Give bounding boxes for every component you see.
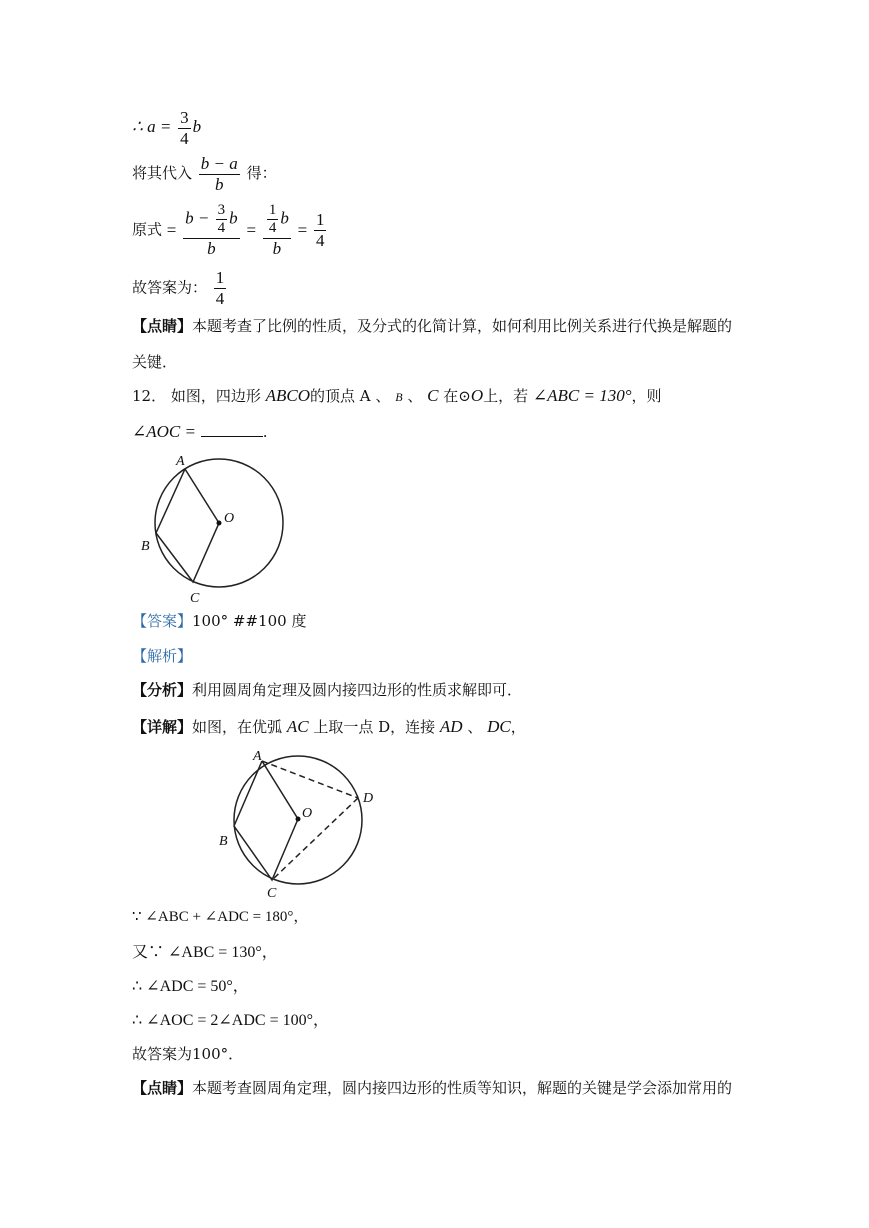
circle-figure-1 (136, 448, 296, 608)
step-5: 故答案为100°． (132, 1045, 244, 1063)
fraction-b-minus-a-over-b: $\frac{b - a}{b}$ (200, 154, 238, 194)
label-A: A (176, 454, 185, 469)
step-1: ∵ ∠ABC + ∠ADC = 180°， (132, 909, 309, 925)
compound-fraction-1: b − $\frac{3}{4}$ b b (185, 202, 238, 258)
simplify-line: 原式 = b − $\frac{3}{4}$ b b = $\frac{1}{4}$ b b = $\frac{1}{4}$ (132, 202, 325, 258)
fenxi-section: 【分析】利用圆周角定理及圆内接四边形的性质求解即可． (132, 681, 523, 699)
answer-line-11: 故答案为： $\frac{1}{4}$ (132, 268, 225, 308)
step-3: ∴ ∠ADC = 50°， (132, 978, 249, 995)
label-B: B (219, 834, 228, 849)
circle-figure-2 (212, 744, 392, 904)
substitute-line: 将其代入 $\frac{b - a}{b}$ 得： (132, 154, 277, 194)
xiangjie-section: 【详解】如图，在优弧 AC 上取一点 D，连接 AD 、 DC， (132, 717, 526, 736)
label-C: C (267, 886, 277, 901)
label-O: O (302, 806, 313, 821)
label-D: D (363, 791, 374, 806)
step-a-equals: ∴ a = $\frac{3}{4}$ b (132, 108, 202, 148)
dianjing-note-1: 【点睛】本题考查了比例的性质，及分式的化简计算，如何利用比例关系进行代换是解题的 (132, 317, 733, 335)
label-A: A (253, 749, 262, 764)
therefore-a: ∴ a = (132, 117, 172, 137)
label-O: O (224, 511, 235, 526)
step-4: ∴ ∠AOC = 2∠ADC = 100°， (132, 1012, 330, 1029)
fraction-1-4-result: $\frac{1}{4}$ (315, 209, 325, 250)
fraction-3-4: $\frac{3}{4}$ (180, 108, 189, 148)
question-12: 12． 如图，四边形 ABCO的顶点 A 、 B 、 C 在⊙O上，若 ∠ABC = 130°，则 (132, 386, 662, 405)
label-C: C (190, 591, 200, 606)
compound-fraction-2: $\frac{1}{4}$ b b (263, 202, 291, 258)
step-2: 又∵ ∠ABC = 130°， (132, 944, 278, 961)
dianjing-note-1-cont: 关键． (132, 353, 178, 371)
answer-blank (201, 422, 263, 437)
jiexi-section: 【解析】 (132, 647, 193, 665)
fraction-1-4-answer: $\frac{1}{4}$ (215, 268, 225, 308)
label-B: B (141, 539, 150, 554)
answer-section: 【答案】100° ##100 度 (132, 612, 307, 630)
question-12-ask: ∠AOC = . (132, 422, 268, 441)
dianjing-note-2: 【点睛】本题考查圆周角定理，圆内接四边形的性质等知识，解题的关键是学会添加常用的 (132, 1079, 733, 1097)
